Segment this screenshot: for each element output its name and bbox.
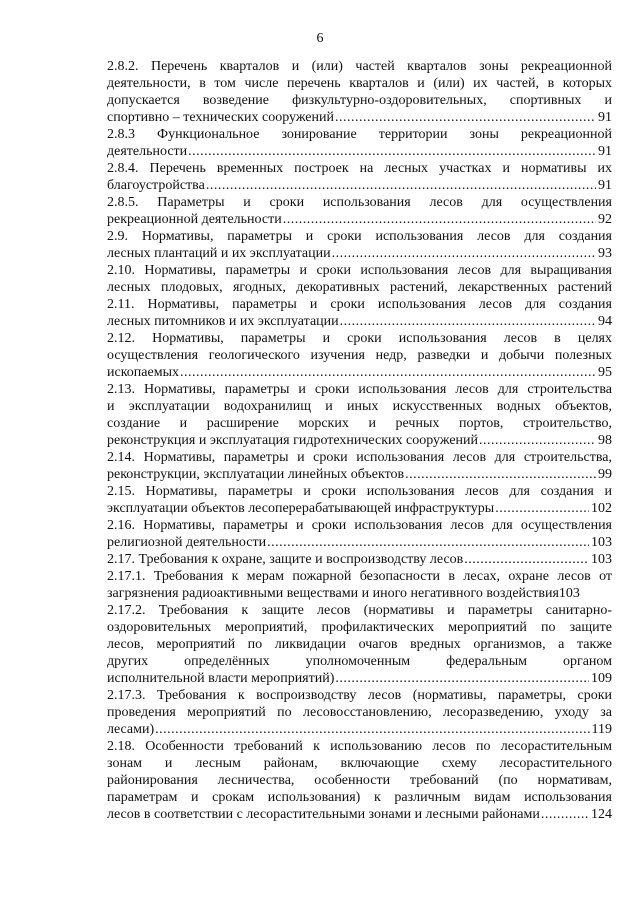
toc-entry-line: лесов, мероприятий по ликвидации очагов вредных организмов, а также bbox=[107, 637, 612, 652]
toc-page-number: 103 bbox=[591, 535, 612, 550]
toc-page-number: 103 bbox=[558, 586, 580, 601]
toc-entry-leader-line bbox=[107, 670, 612, 687]
toc-entry-line: проведения мероприятий по лесовосстановлению, лесоразведению, уходу за bbox=[107, 705, 612, 720]
toc-entry-line: 2.11. Нормативы, параметры и сроки использования лесов для создания bbox=[107, 297, 612, 312]
toc-entry-title-end: загрязнения радиоактивными веществами и иного негативного воздействия bbox=[107, 586, 559, 601]
toc-entry-line: 2.8.2. Перечень кварталов и (или) частей кварталов зоны рекреационной bbox=[107, 59, 612, 74]
toc-entry-title-end: религиозной деятельности bbox=[107, 535, 267, 550]
toc-entry-line: 2.17.2. Требования к защите лесов (нормативы и параметры санитарно- bbox=[107, 603, 612, 618]
dot-leader bbox=[205, 177, 596, 194]
dot-leader bbox=[154, 721, 589, 738]
toc-entry[interactable] bbox=[107, 126, 612, 160]
toc-entry-line: деятельности, в том числе перечень кварталов и (или) их частей, в которых bbox=[107, 76, 612, 91]
toc-entry-line: 2.8.5. Параметры и сроки использования лесов для осуществления bbox=[107, 195, 612, 210]
toc-entry-title-end: спортивно – технических сооружений bbox=[107, 110, 335, 125]
toc-entry[interactable] bbox=[107, 568, 612, 602]
toc-page-number: 95 bbox=[598, 365, 612, 380]
dot-leader bbox=[404, 466, 596, 483]
toc-entry-leader-line bbox=[107, 177, 612, 194]
toc-entry-title-end: деятельности bbox=[107, 144, 188, 159]
toc-entry-leader-line bbox=[107, 534, 612, 551]
toc-entry-line: создание и расширение морских и речных портов, строительство, bbox=[107, 416, 612, 431]
toc-entry-line: 2.17.1. Требования к мерам пожарной безопасности в лесах, охране лесов от bbox=[107, 569, 612, 584]
toc-entry-title-end: реконструкции, эксплуатации линейных объектов bbox=[107, 467, 405, 482]
toc-entry-line: оздоровительных мероприятий, профилактических мероприятий по защите bbox=[107, 620, 612, 635]
toc-entry[interactable] bbox=[107, 160, 612, 194]
toc-entry-title-end: эксплуатации объектов лесоперерабатывающей инфраструктуры bbox=[107, 501, 495, 516]
dot-leader bbox=[494, 500, 589, 517]
toc-entry-line: 2.8.4. Перечень временных построек на лесных участках и нормативы их bbox=[107, 161, 612, 176]
toc-page-number: 99 bbox=[598, 467, 612, 482]
dot-leader bbox=[331, 245, 596, 262]
toc-entry-line: 2.16. Нормативы, параметры и сроки использования лесов для осуществления bbox=[107, 518, 612, 533]
toc-entry[interactable] bbox=[107, 381, 612, 449]
toc-page-number: 119 bbox=[591, 722, 612, 737]
toc-entry-leader-line bbox=[107, 245, 612, 262]
toc-entry-leader-line bbox=[107, 143, 612, 160]
toc-entry-leader-line bbox=[107, 466, 612, 483]
dot-leader bbox=[187, 143, 596, 160]
toc-entry-line: осуществления геологического изучения недр, разведки и добычи полезных bbox=[107, 348, 612, 363]
dot-leader bbox=[478, 432, 596, 449]
toc-entry[interactable] bbox=[107, 296, 612, 330]
toc-page-number: 124 bbox=[591, 807, 612, 822]
toc-entry[interactable] bbox=[107, 262, 612, 296]
toc-page-number: 91 bbox=[598, 178, 612, 193]
toc-entry-line: других определённых уполномоченным федеральным органом bbox=[107, 654, 612, 669]
toc-page-number: 92 bbox=[598, 212, 612, 227]
toc-entry-line: 2.9. Нормативы, параметры и сроки использования лесов для создания bbox=[107, 229, 612, 244]
toc-page-number: 109 bbox=[591, 671, 612, 686]
toc-entry-title-end: рекреационной деятельности bbox=[107, 212, 282, 227]
toc-page-number: 102 bbox=[591, 501, 612, 516]
dot-leader bbox=[334, 109, 596, 126]
toc-entry-title-end: реконструкция и эксплуатация гидротехнических сооружений bbox=[107, 433, 479, 448]
toc-entry-line: 2.17.3. Требования к воспроизводству лесов (нормативы, параметры, сроки bbox=[107, 688, 612, 703]
toc-entry-leader-line bbox=[107, 721, 612, 738]
toc-entry-leader-line bbox=[107, 551, 612, 568]
toc-entry-leader-line bbox=[107, 109, 612, 126]
toc-entry-line: зонам и лесным районам, включающие схему лесорастительного bbox=[107, 756, 612, 771]
dot-leader bbox=[334, 670, 589, 687]
toc-entry[interactable] bbox=[107, 551, 612, 568]
toc-page-number: 94 bbox=[598, 314, 612, 329]
dot-leader bbox=[540, 806, 589, 823]
toc-entry[interactable] bbox=[107, 330, 612, 381]
toc-page-number: 91 bbox=[598, 144, 612, 159]
toc-entry[interactable] bbox=[107, 517, 612, 551]
toc-entry-title-end: благоустройства bbox=[107, 178, 205, 193]
toc-entry-line: 2.18. Особенности требований к использованию лесов по лесорастительным bbox=[107, 739, 612, 754]
toc-entry-line: 2.13. Нормативы, параметры и сроки использования лесов для строительства bbox=[107, 382, 612, 397]
dot-leader bbox=[179, 364, 596, 381]
toc-entry[interactable] bbox=[107, 194, 612, 228]
toc-entry[interactable] bbox=[107, 602, 612, 687]
toc-entry[interactable] bbox=[107, 228, 612, 262]
dot-leader bbox=[282, 211, 596, 228]
toc-entry-leader-line bbox=[107, 806, 612, 823]
toc-entry[interactable] bbox=[107, 483, 612, 517]
toc-entry[interactable] bbox=[107, 738, 612, 823]
toc-entry[interactable] bbox=[107, 687, 612, 738]
toc-entry-line: 2.12. Нормативы, параметры и сроки использования лесов в целях bbox=[107, 331, 612, 346]
toc-entry-leader-line bbox=[107, 364, 612, 381]
toc-page-number: 103 bbox=[591, 552, 612, 567]
toc-entry[interactable] bbox=[107, 449, 612, 483]
toc-entry-line: лесных плодовых, ягодных, декоративных растений, лекарственных растений bbox=[107, 280, 612, 295]
dot-leader bbox=[266, 534, 589, 551]
toc-entry-title-end: лесных плантаций и их эксплуатации bbox=[107, 246, 331, 261]
toc-entry-leader-line bbox=[107, 500, 612, 517]
toc-entry-title-end: исполнительной власти мероприятий) bbox=[107, 671, 335, 686]
toc-entry-line: 2.14. Нормативы, параметры и сроки использования лесов для строительства, bbox=[107, 450, 612, 465]
toc-entry-line: параметрам и срокам использования) к различным видам использования bbox=[107, 790, 612, 805]
dot-leader bbox=[463, 551, 589, 568]
toc-entry-line: 2.10. Нормативы, параметры и сроки использования лесов для выращивания bbox=[107, 263, 612, 278]
toc-page-number: 98 bbox=[598, 433, 612, 448]
toc-entry-title-end: лесов в соответствии с лесорастительными зонами и лесными районами bbox=[107, 807, 540, 822]
toc-entry-line: 2.8.3 Функциональное зонирование территории зоны рекреационной bbox=[107, 127, 612, 142]
toc-page-number: 91 bbox=[598, 110, 612, 125]
toc-page-number: 93 bbox=[598, 246, 612, 261]
table-of-contents bbox=[107, 58, 612, 823]
toc-entry-leader-line bbox=[107, 313, 612, 330]
toc-entry-line: 2.15. Нормативы, параметры и сроки использования лесов для создания и bbox=[107, 484, 612, 499]
toc-entry-title-end: 2.17. Требования к охране, защите и воспроизводству лесов bbox=[107, 552, 464, 567]
toc-entry-line: районирования лесничества, особенности требований (по нормативам, bbox=[107, 773, 612, 788]
toc-entry-title-end: лесами) bbox=[107, 722, 155, 737]
toc-entry-title-end: ископаемых bbox=[107, 365, 179, 380]
toc-entry-line: допускается возведение физкультурно-оздоровительных, спортивных и bbox=[107, 93, 612, 108]
dot-leader bbox=[339, 313, 596, 330]
toc-entry-leader-line bbox=[107, 211, 612, 228]
toc-entry-title-end: лесных питомников и их эксплуатации bbox=[107, 314, 339, 329]
page-number: 6 bbox=[316, 31, 324, 46]
toc-entry-leader-line bbox=[107, 432, 612, 449]
toc-entry-leader-line bbox=[107, 585, 612, 602]
toc-entry[interactable] bbox=[107, 58, 612, 126]
toc-entry-line: и эксплуатации водохранилищ и иных искусственных водных объектов, bbox=[107, 399, 612, 414]
